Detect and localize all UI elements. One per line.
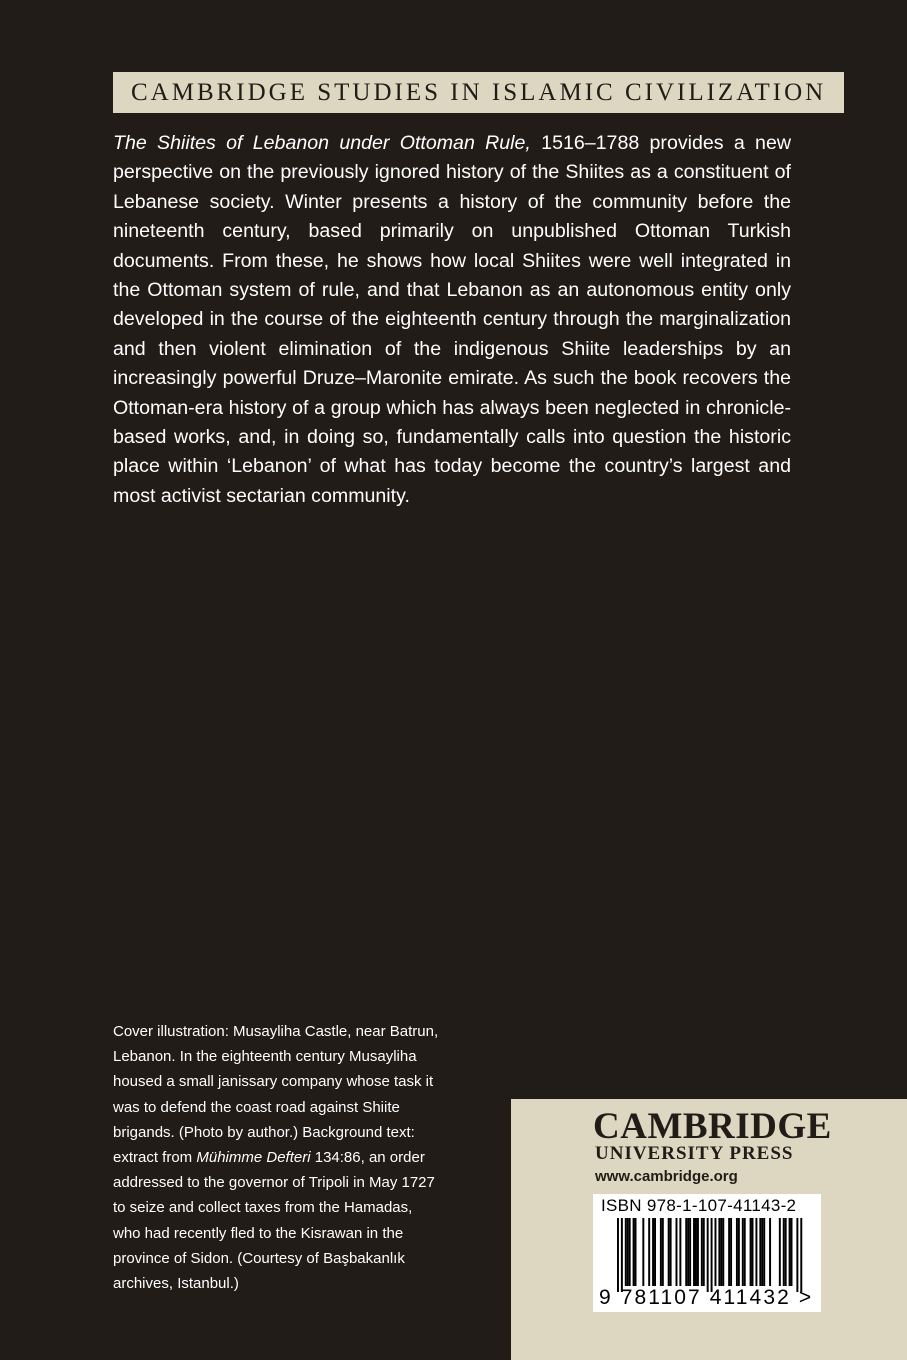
barcode-bar bbox=[697, 1218, 699, 1286]
barcode-bar bbox=[695, 1218, 697, 1286]
barcode-bar bbox=[800, 1218, 802, 1292]
barcode-bar bbox=[629, 1218, 631, 1286]
barcode-bar bbox=[707, 1218, 709, 1292]
barcode-bar bbox=[676, 1218, 678, 1286]
barcode-bar bbox=[785, 1218, 787, 1286]
barcode-bar bbox=[769, 1218, 771, 1286]
barcode-bar bbox=[633, 1218, 635, 1286]
barcode-bar bbox=[738, 1218, 740, 1286]
barcode-bar bbox=[687, 1218, 689, 1286]
barcode-bar bbox=[755, 1218, 757, 1286]
publisher-panel bbox=[511, 1099, 907, 1360]
barcode-bar bbox=[763, 1218, 765, 1286]
barcode-bar bbox=[783, 1218, 785, 1286]
barcode-bar bbox=[621, 1218, 623, 1292]
barcode-bar bbox=[722, 1218, 724, 1286]
barcode-bar bbox=[779, 1218, 781, 1286]
barcode-bar bbox=[761, 1218, 763, 1286]
blurb-paragraph bbox=[113, 129, 791, 511]
barcode-bar bbox=[635, 1218, 637, 1286]
barcode-bar bbox=[679, 1218, 681, 1286]
barcode-bar bbox=[728, 1218, 730, 1286]
barcode-panel bbox=[593, 1194, 821, 1312]
barcode-bar bbox=[670, 1218, 672, 1286]
barcode-bar bbox=[750, 1218, 752, 1286]
barcode-bar bbox=[759, 1218, 761, 1286]
barcode-bar bbox=[752, 1218, 754, 1286]
cover-caption bbox=[113, 1019, 443, 1296]
caption-text-2: 134:86, an order addressed to the governor of Tripoli in May 1727 to seize and collect taxes from the Hamadas, who had recently fled to the Kisrawan in the province of Sidon. (Courtesy of Başbakanlık archives, Istanbul.) bbox=[113, 1149, 435, 1293]
barcode-bar bbox=[668, 1218, 670, 1286]
publisher-url[interactable]: www.cambridge.org bbox=[595, 1168, 738, 1185]
barcode-bar bbox=[791, 1218, 793, 1286]
barcode-bar bbox=[711, 1218, 713, 1292]
barcode-bar bbox=[742, 1218, 744, 1286]
barcode-bar bbox=[648, 1218, 650, 1286]
barcode-bar bbox=[703, 1218, 705, 1286]
barcode-bar bbox=[736, 1218, 738, 1286]
barcode-bar bbox=[627, 1218, 629, 1286]
series-band bbox=[113, 72, 844, 113]
barcode-bar bbox=[730, 1218, 732, 1286]
barcode-bar bbox=[789, 1218, 791, 1286]
barcode-bar bbox=[796, 1218, 798, 1292]
barcode-bar bbox=[718, 1218, 720, 1286]
publisher-subtitle: UNIVERSITY PRESS bbox=[595, 1143, 794, 1164]
series-title: CAMBRIDGE STUDIES IN ISLAMIC CIVILIZATION bbox=[131, 79, 827, 106]
barcode-bar bbox=[625, 1218, 627, 1286]
barcode-bar bbox=[744, 1218, 746, 1286]
barcode-bar bbox=[617, 1218, 619, 1292]
caption-text-1: Cover illustration: Musayliha Castle, near Batrun, Lebanon. In the eighteenth century Musayliha housed a small janissary company whose task it was to defend the coast road against Shiite brigands. (Photo by author.) Background text: extract from bbox=[113, 1023, 439, 1167]
barcode-bar bbox=[685, 1218, 687, 1286]
barcode-bar bbox=[715, 1218, 717, 1286]
barcode-bar bbox=[693, 1218, 695, 1286]
barcode-bar bbox=[689, 1218, 691, 1286]
isbn-label: ISBN 978-1-107-41143-2 bbox=[601, 1196, 797, 1215]
barcode-bar bbox=[660, 1218, 662, 1286]
barcode-bar bbox=[642, 1218, 644, 1286]
publisher-name: CAMBRIDGE bbox=[593, 1106, 832, 1147]
barcode-bar bbox=[720, 1218, 722, 1286]
barcode-bar bbox=[654, 1218, 656, 1286]
caption-italic: Mühimme Defteri bbox=[196, 1149, 311, 1167]
barcode-bar bbox=[701, 1218, 703, 1286]
barcode-bar bbox=[662, 1218, 664, 1286]
barcode-bar bbox=[652, 1218, 654, 1286]
barcode-digits: 9 781107 411432 > bbox=[599, 1286, 814, 1309]
blurb-body: 1516–1788 provides a new perspective on the previously ignored history of the Shiites as a constituent of Lebanese society. Winter presents a history of the community before the nineteenth century, based primarily on unpublished Ottoman Turkish documents. From these, he shows how local Shiites were well integrated in the Ottoman system of rule, and that Lebanon as an autonomous entity only developed in the course of the eighteenth century through the marginalization and then violent elimination of the indigenous Shiite leaderships by an increasingly powerful Druze–Maronite emirate. As such the book recovers the Ottoman-era history of a group which has always been neglected in chronicle-based works, and, in doing so, fundamentally calls into question the historic place within ‘Lebanon’ of what has today become the country’s largest and most activist sectarian community. bbox=[113, 132, 791, 507]
book-title: The Shiites of Lebanon under Ottoman Rule, bbox=[113, 132, 531, 154]
